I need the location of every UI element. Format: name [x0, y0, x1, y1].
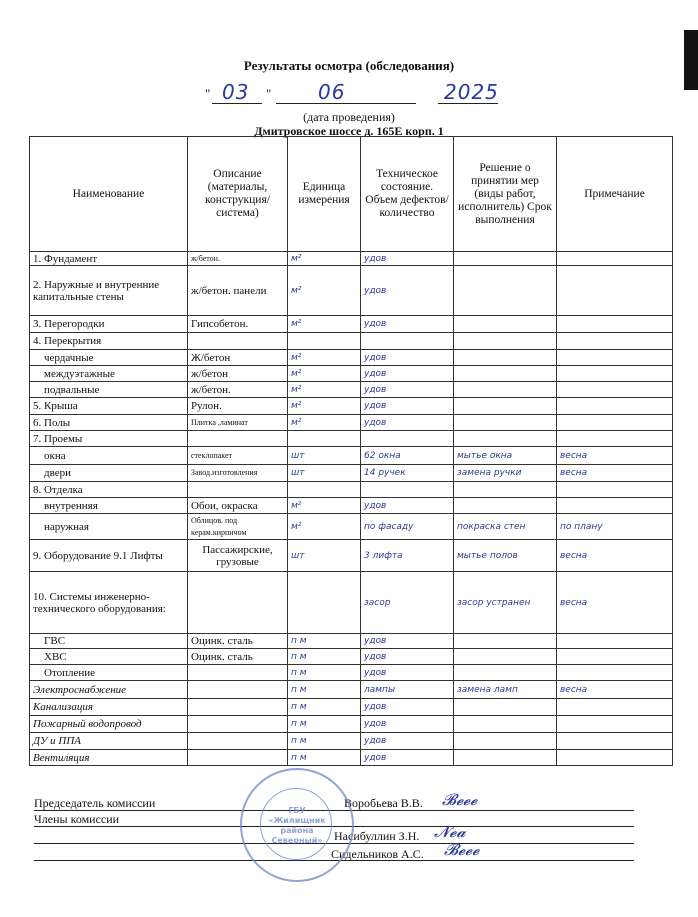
- row-unit: м²: [288, 514, 361, 540]
- row-desc: Облицов. под керам.кирпичом: [188, 514, 288, 540]
- address: Дмитровское шоссе д. 165Е корп. 1: [254, 124, 444, 138]
- row-desc: Оцинк. сталь: [188, 634, 288, 649]
- row-unit: м²: [288, 366, 361, 382]
- row-unit: п м: [288, 716, 361, 733]
- stamp-line: Северный»: [271, 836, 323, 845]
- page-title: Результаты осмотра (обследования): [243, 58, 455, 73]
- row-unit: п м: [288, 634, 361, 649]
- table-row: [30, 750, 673, 766]
- row-note: по плану: [557, 514, 673, 540]
- header-condition: Техническое состояние. Объем дефектов/ количество: [361, 137, 454, 252]
- table-row: [30, 665, 673, 681]
- row-desc: [188, 699, 288, 716]
- row-cond: [361, 431, 454, 447]
- table-row: [30, 482, 673, 498]
- table-row: [30, 634, 673, 649]
- row-note: [557, 350, 673, 366]
- row-unit: [288, 431, 361, 447]
- row-dec: мытье полов: [454, 540, 557, 572]
- row-unit: [288, 482, 361, 498]
- row-note: весна: [557, 681, 673, 699]
- stamp-line: «Жилищник: [268, 816, 326, 825]
- row-dec: [454, 498, 557, 514]
- row-cond: 14 ручек: [361, 465, 454, 482]
- row-note: весна: [557, 540, 673, 572]
- date-month-line: [276, 89, 416, 104]
- row-cond: [361, 482, 454, 498]
- row-name: 3. Перегородки: [30, 316, 188, 333]
- row-cond: удов: [361, 649, 454, 665]
- row-desc: Завод.изготовления: [188, 465, 288, 482]
- row-dec: [454, 716, 557, 733]
- row-note: [557, 398, 673, 415]
- row-cond: удов: [361, 382, 454, 398]
- header-decision: Решение о принятии мер (виды работ, исполнитель) Срок выполнения: [454, 137, 557, 252]
- header-description: Описание (материалы, конструкция/ система): [188, 137, 288, 252]
- row-name: Пожарный водопровод: [30, 716, 188, 733]
- row-name: Электроснабжение: [30, 681, 188, 699]
- row-name: внутренняя: [30, 498, 188, 514]
- chair-signature: 𝓑𝓮𝓮𝓮: [442, 790, 478, 809]
- row-note: [557, 482, 673, 498]
- row-desc: Ж/бетон: [188, 350, 288, 366]
- row-dec: [454, 350, 557, 366]
- row-name: окна: [30, 447, 188, 465]
- row-unit: шт: [288, 540, 361, 572]
- table-row: [30, 398, 673, 415]
- chair-name: Воробьева В.В.: [344, 796, 423, 810]
- row-desc: [188, 681, 288, 699]
- row-desc: ж/бетон. панели: [188, 266, 288, 316]
- row-desc: [188, 665, 288, 681]
- table-row: [30, 252, 673, 266]
- row-cond: удов: [361, 665, 454, 681]
- row-unit: м²: [288, 415, 361, 431]
- row-unit: м²: [288, 316, 361, 333]
- row-desc: [188, 333, 288, 350]
- member1-name: Насибуллин З.Н.: [334, 829, 420, 843]
- row-unit: [288, 572, 361, 634]
- row-dec: [454, 398, 557, 415]
- row-name: ХВС: [30, 649, 188, 665]
- table-row: [30, 733, 673, 750]
- member-label: Члены комиссии: [34, 812, 120, 826]
- row-note: [557, 699, 673, 716]
- row-note: [557, 252, 673, 266]
- row-cond: лампы: [361, 681, 454, 699]
- row-note: [557, 366, 673, 382]
- row-cond: удов: [361, 498, 454, 514]
- row-desc: Плитка ,ламинат: [188, 415, 288, 431]
- row-name: 5. Крыша: [30, 398, 188, 415]
- row-cond: удов: [361, 415, 454, 431]
- row-cond: удов: [361, 366, 454, 382]
- row-cond: [361, 333, 454, 350]
- row-name: подвальные: [30, 382, 188, 398]
- table-row: [30, 333, 673, 350]
- table-row: [30, 572, 673, 634]
- table-header-row: [30, 137, 673, 252]
- row-note: [557, 266, 673, 316]
- row-desc: [188, 482, 288, 498]
- table-row: [30, 699, 673, 716]
- chair-label: Председатель комиссии: [34, 796, 156, 810]
- row-cond: удов: [361, 316, 454, 333]
- row-name: 9. Оборудование 9.1 Лифты: [30, 540, 188, 572]
- row-name: 6. Полы: [30, 415, 188, 431]
- date-month: 06: [318, 80, 346, 104]
- row-note: весна: [557, 447, 673, 465]
- row-note: [557, 750, 673, 766]
- row-note: весна: [557, 572, 673, 634]
- table-row: [30, 465, 673, 482]
- inspection-table: [29, 136, 673, 766]
- row-dec: замена ручки: [454, 465, 557, 482]
- table-row: [30, 366, 673, 382]
- table-row: [30, 498, 673, 514]
- row-desc: Оцинк. сталь: [188, 649, 288, 665]
- row-dec: [454, 482, 557, 498]
- table-row: [30, 447, 673, 465]
- row-unit: [288, 333, 361, 350]
- row-note: [557, 634, 673, 649]
- row-unit: п м: [288, 699, 361, 716]
- row-unit: м²: [288, 498, 361, 514]
- row-name: двери: [30, 465, 188, 482]
- table-row: [30, 681, 673, 699]
- header-unit: Единица измерения: [288, 137, 361, 252]
- row-dec: [454, 750, 557, 766]
- row-dec: замена ламп: [454, 681, 557, 699]
- table-row: [30, 540, 673, 572]
- date-open-quote: ": [205, 86, 211, 101]
- row-unit: п м: [288, 733, 361, 750]
- row-cond: удов: [361, 252, 454, 266]
- row-note: [557, 665, 673, 681]
- member2-signature: 𝓑𝓮𝓮𝓮: [444, 840, 480, 859]
- row-cond: удов: [361, 266, 454, 316]
- row-cond: удов: [361, 634, 454, 649]
- row-unit: м²: [288, 382, 361, 398]
- row-desc: [188, 733, 288, 750]
- row-desc: [188, 572, 288, 634]
- row-name: 8. Отделка: [30, 482, 188, 498]
- row-cond: удов: [361, 733, 454, 750]
- table-row: [30, 266, 673, 316]
- row-dec: [454, 333, 557, 350]
- header-name: Наименование: [30, 137, 188, 252]
- row-name: 4. Перекрытия: [30, 333, 188, 350]
- date-close-quote: ": [266, 86, 272, 101]
- row-unit: м²: [288, 266, 361, 316]
- row-name: 1. Фундамент: [30, 252, 188, 266]
- table-row: [30, 716, 673, 733]
- row-name: 7. Проемы: [30, 431, 188, 447]
- stamp-line: района: [280, 826, 314, 835]
- row-dec: покраска стен: [454, 514, 557, 540]
- row-desc: Рулон.: [188, 398, 288, 415]
- header-note: Примечание: [557, 137, 673, 252]
- row-name: 2. Наружные и внутренние капитальные стены: [30, 266, 188, 316]
- date-day: 03: [222, 80, 250, 104]
- row-name: Канализация: [30, 699, 188, 716]
- row-name: 10. Системы инженерно-технического оборудования:: [30, 572, 188, 634]
- row-note: [557, 431, 673, 447]
- row-unit: п м: [288, 681, 361, 699]
- table-row: [30, 382, 673, 398]
- row-dec: засор устранен: [454, 572, 557, 634]
- row-note: [557, 382, 673, 398]
- row-dec: [454, 382, 557, 398]
- row-unit: п м: [288, 750, 361, 766]
- row-unit: м²: [288, 398, 361, 415]
- row-unit: м²: [288, 350, 361, 366]
- row-note: [557, 649, 673, 665]
- row-dec: [454, 316, 557, 333]
- row-unit: п м: [288, 665, 361, 681]
- row-desc: [188, 431, 288, 447]
- row-dec: [454, 699, 557, 716]
- table-row: [30, 431, 673, 447]
- date-caption: (дата проведения): [303, 110, 395, 124]
- stamp-text: [242, 806, 352, 846]
- row-cond: 62 окна: [361, 447, 454, 465]
- row-cond: засор: [361, 572, 454, 634]
- row-note: [557, 716, 673, 733]
- row-dec: [454, 415, 557, 431]
- row-unit: шт: [288, 465, 361, 482]
- row-desc: [188, 716, 288, 733]
- member1-signature: 𝓝𝓮𝓪: [434, 822, 466, 841]
- row-desc: ж/бетон: [188, 366, 288, 382]
- row-name: Отопление: [30, 665, 188, 681]
- row-desc: Пассажирские, грузовые: [188, 540, 288, 572]
- table-row: [30, 316, 673, 333]
- row-name: чердачные: [30, 350, 188, 366]
- row-dec: [454, 649, 557, 665]
- row-note: [557, 733, 673, 750]
- row-name: ДУ и ППА: [30, 733, 188, 750]
- row-desc: Гипсобетон.: [188, 316, 288, 333]
- row-dec: [454, 252, 557, 266]
- row-dec: [454, 733, 557, 750]
- member2-name: Сидельников А.С.: [331, 847, 424, 861]
- row-dec: [454, 266, 557, 316]
- row-dec: [454, 366, 557, 382]
- row-desc: Обои, окраска: [188, 498, 288, 514]
- row-desc: ж/бетон.: [188, 252, 288, 266]
- row-cond: удов: [361, 350, 454, 366]
- row-desc: ж/бетон.: [188, 382, 288, 398]
- row-note: [557, 415, 673, 431]
- row-cond: удов: [361, 398, 454, 415]
- row-dec: мытье окна: [454, 447, 557, 465]
- row-cond: удов: [361, 750, 454, 766]
- row-cond: по фасаду: [361, 514, 454, 540]
- row-name: Вентиляция: [30, 750, 188, 766]
- row-desc: [188, 750, 288, 766]
- table-row: [30, 350, 673, 366]
- row-cond: удов: [361, 699, 454, 716]
- row-dec: [454, 431, 557, 447]
- row-cond: удов: [361, 716, 454, 733]
- row-unit: м²: [288, 252, 361, 266]
- table-row: [30, 415, 673, 431]
- row-desc: стеклопакет: [188, 447, 288, 465]
- organization-stamp: [240, 768, 354, 882]
- date-year: 2025: [444, 80, 499, 104]
- row-dec: [454, 634, 557, 649]
- row-note: [557, 333, 673, 350]
- row-name: ГВС: [30, 634, 188, 649]
- row-note: [557, 498, 673, 514]
- row-name: междуэтажные: [30, 366, 188, 382]
- row-unit: шт: [288, 447, 361, 465]
- row-unit: п м: [288, 649, 361, 665]
- row-name: наружная: [30, 514, 188, 540]
- row-note: весна: [557, 465, 673, 482]
- row-dec: [454, 665, 557, 681]
- row-cond: 3 лифта: [361, 540, 454, 572]
- table-row: [30, 649, 673, 665]
- row-note: [557, 316, 673, 333]
- stamp-line: ГБУ: [288, 806, 306, 815]
- table-row: [30, 514, 673, 540]
